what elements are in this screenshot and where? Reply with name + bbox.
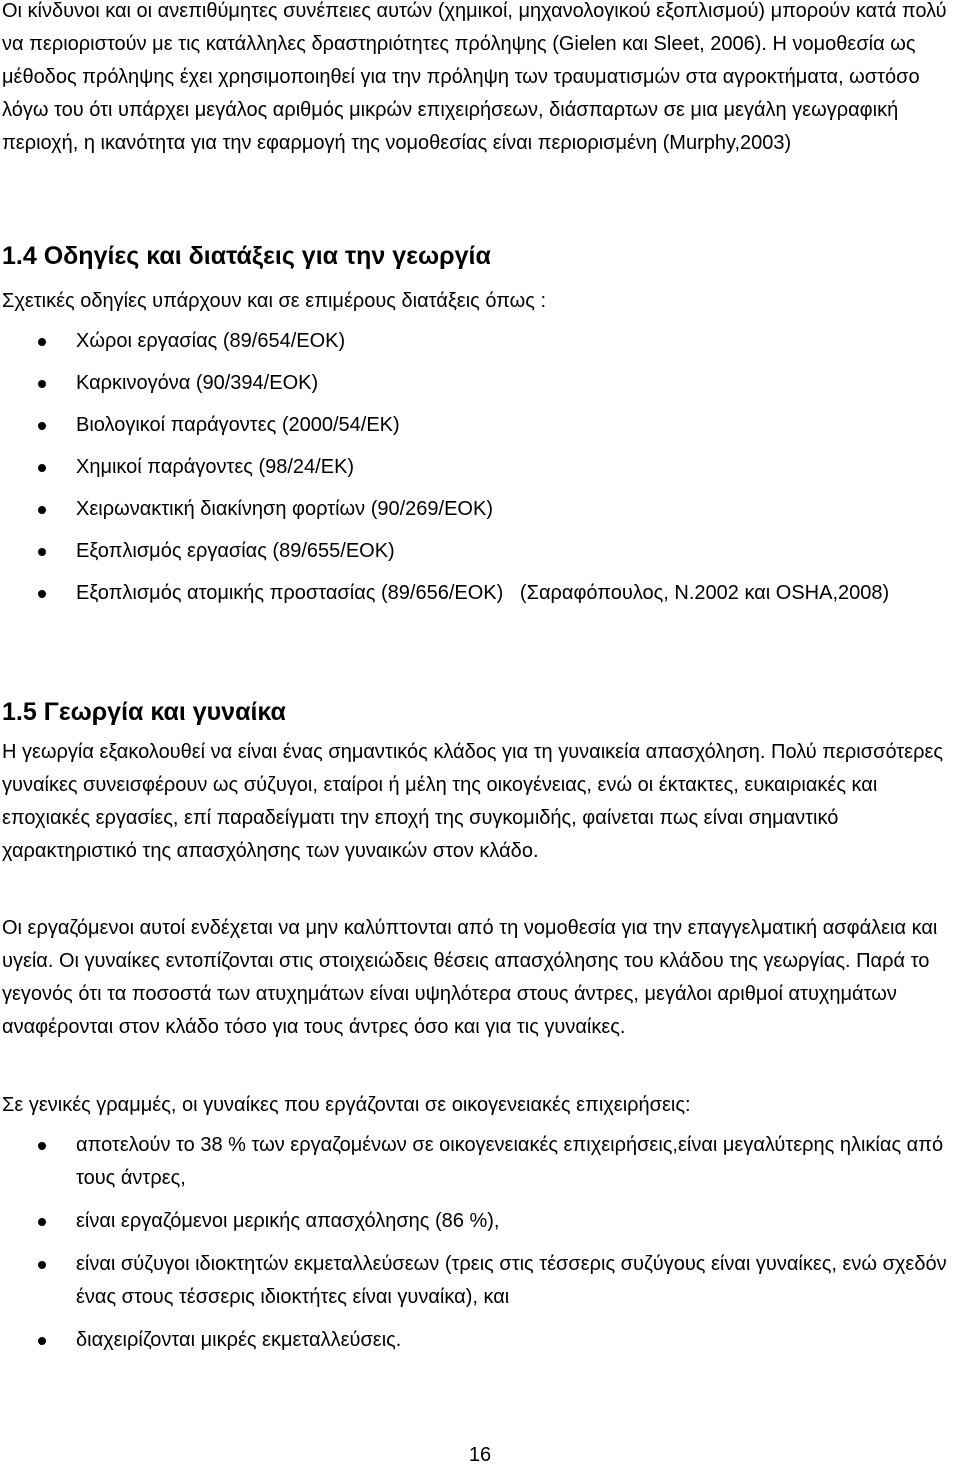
bullet-icon (38, 1337, 46, 1345)
section-1-5-paragraph-2: Οι εργαζόμενοι αυτοί ενδέχεται να μην καλύπτονται από τη νομοθεσία για την επαγγελματική ασφάλεια και υγεία. Οι γυναίκες εντοπίζονται στις στοιχειώδεις θέσεις απασχόλησης του κλάδου της γεωργίας. Παρά το γεγονός ότι τα ποσοστά των ατυχημάτων είναι υψηλότερα στους άντρες, μεγάλοι αριθμοί ατυχημάτων αναφέρονται στον κλάδο τόσο για τους άντρες όσο και για τις γυναίκες. (2, 917, 938, 1038)
women-characteristics-list (0, 1129, 955, 1357)
list-item-text: Καρκινογόνα (90/394/ΕΟΚ) (76, 372, 319, 394)
intro-paragraph: Οι κίνδυνοι και οι ανεπιθύμητες συνέπειες αυτών (χημικοί, μηχανολογικού εξοπλισμού) μπορούν κατά πολύ να περιοριστούν με τις κατάλληλες δραστηριότητες πρόληψης (Gielen και Sleet, 2006). Η νομοθεσία ως μέθοδος πρόληψης έχει χρησιμοποιηθεί για την πρόληψη των τραυματισμών στα αγροκτήματα, ωστόσο λόγω του ότι υπάρχει μεγάλος αριθμός μικρών επιχειρήσεων, διάσπαρτων σε μια μεγάλη γεωγραφική περιοχή, η ικανότητα για την εφαρμογή της νομοθεσίας είναι περιορισμένη (Murphy,2003) (2, 0, 947, 154)
list-item (0, 451, 955, 484)
list-item-text: είναι εργαζόμενοι μερικής απασχόλησης (86 %), (76, 1210, 500, 1232)
list-item (0, 409, 955, 442)
bullet-icon (38, 1218, 46, 1226)
list-item-text: είναι σύζυγοι ιδιοκτητών εκμεταλλεύσεων (τρεις στις τέσσερις συζύγους είναι γυναίκες, ενώ σχεδόν ένας στους τέσσερις ιδιοκτήτες είναι γυναίκα), και (76, 1253, 947, 1308)
bullet-icon (38, 380, 46, 388)
list-item-text: Εξοπλισμός ατομικής προστασίας (89/656/ΕΟΚ) (Σαραφόπουλος, Ν.2002 και OSHA,2008) (76, 582, 890, 604)
bullet-icon (38, 422, 46, 430)
list-item-text: Εξοπλισμός εργασίας (89/655/ΕΟΚ) (76, 540, 395, 562)
list-item-text: Χώροι εργασίας (89/654/ΕΟΚ) (76, 330, 346, 352)
directives-list (0, 325, 955, 610)
list-item (0, 1248, 955, 1314)
section-1-5-paragraph-3: Σε γενικές γραμμές, οι γυναίκες που εργάζονται σε οικογενειακές επιχειρήσεις: (2, 1094, 691, 1116)
list-item (0, 577, 955, 610)
bullet-icon (38, 548, 46, 556)
list-item (0, 325, 955, 358)
list-item (0, 493, 955, 526)
list-item (0, 367, 955, 400)
list-item-text: Χειρωνακτική διακίνηση φορτίων (90/269/ΕΟΚ) (76, 498, 493, 520)
bullet-icon (38, 590, 46, 598)
section-1-4-heading: 1.4 Οδηγίες και διατάξεις για την γεωργία (2, 242, 491, 270)
list-item-text: αποτελούν το 38 % των εργαζομένων σε οικογενειακές επιχειρήσεις,είναι μεγαλύτερης ηλικίας από τους άντρες, (76, 1134, 944, 1189)
list-item (0, 1324, 955, 1357)
section-1-5-heading: 1.5 Γεωργία και γυναίκα (2, 698, 286, 726)
bullet-icon (38, 1142, 46, 1150)
list-item-text: διαχειρίζονται μικρές εκμεταλλεύσεις. (76, 1329, 402, 1351)
bullet-icon (38, 338, 46, 346)
section-1-5-paragraph-1: Η γεωργία εξακολουθεί να είναι ένας σημαντικός κλάδος για τη γυναικεία απασχόληση. Πολύ περισσότερες γυναίκες συνεισφέρουν ως σύζυγοι, εταίροι ή μέλη της οικογένειας, ενώ οι έκτακτες, ευκαιριακές και εποχιακές εργασίες, επί παραδείγματι την εποχή της συγκομιδής, φαίνεται πως είναι σημαντικό χαρακτηριστικό της απασχόλησης των γυναικών στον κλάδο. (2, 741, 944, 862)
bullet-icon (38, 1261, 46, 1269)
list-item-text: Βιολογικοί παράγοντες (2000/54/ΕΚ) (76, 414, 400, 436)
list-item-text: Χημικοί παράγοντες (98/24/ΕΚ) (76, 456, 355, 478)
page-number: 16 (468, 1444, 492, 1466)
section-1-4-intro: Σχετικές οδηγίες υπάρχουν και σε επιμέρους διατάξεις όπως : (2, 290, 547, 312)
bullet-icon (38, 506, 46, 514)
bullet-icon (38, 464, 46, 472)
list-item (0, 535, 955, 568)
list-item (0, 1129, 955, 1195)
list-item (0, 1205, 955, 1238)
